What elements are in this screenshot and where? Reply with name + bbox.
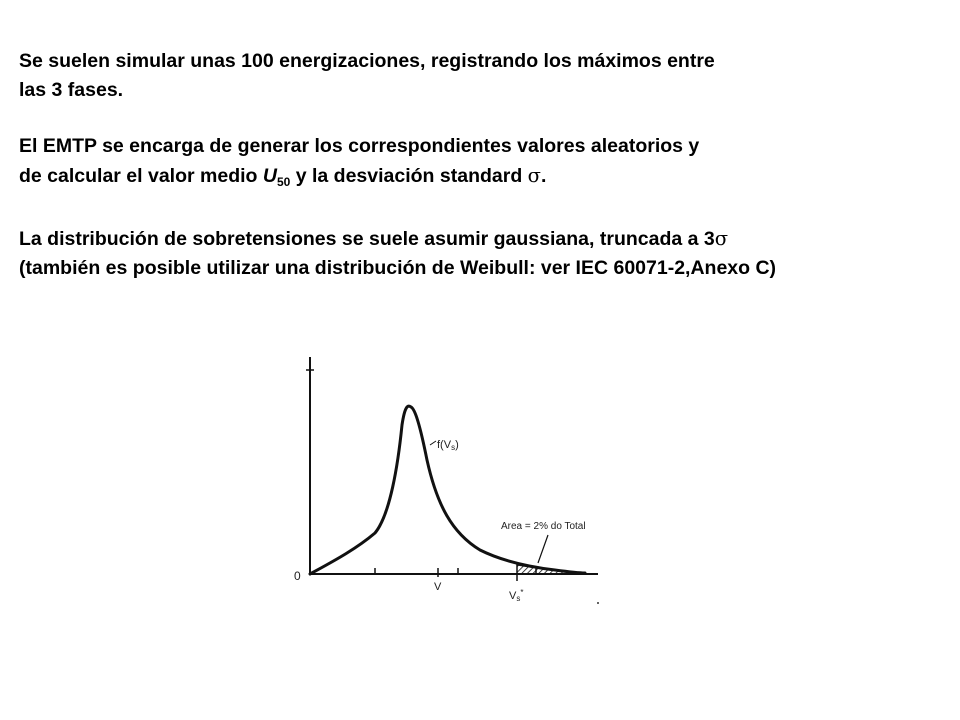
emtp-line-2-prefix: de calcular el valor medio [19, 165, 263, 187]
paragraph-simulations [19, 47, 954, 105]
curve-label-leader [430, 441, 436, 445]
paragraph-distribution [19, 224, 954, 283]
tail-label: Vs* [509, 588, 524, 603]
paragraph-emtp [19, 132, 954, 197]
distribution-figure [280, 345, 620, 610]
paragraph-distribution-line-1 [19, 224, 954, 254]
paragraph-distribution-line-2: (también es posible utilizar una distribución de Weibull: ver IEC 60071-2,Anexo C) [19, 257, 777, 279]
emtp-line-2-mid: y la desviación standard [290, 165, 528, 187]
area-label-leader [538, 535, 548, 563]
stray-dot [597, 602, 599, 604]
mean-variable-subscript: 50 [276, 175, 291, 189]
curve-label: f(Vs) [437, 439, 459, 452]
paragraph-simulations-line-2: las 3 fases. [19, 79, 124, 101]
mean-label: V [434, 581, 442, 593]
emtp-line-2-end: . [540, 165, 547, 187]
paragraph-emtp-line-1: El EMTP se encarga de generar los correspondientes valores aleatorios y [19, 135, 700, 157]
area-label: Area = 2% do Total [501, 521, 586, 532]
paragraph-emtp-line-2 [19, 161, 954, 197]
distribution-curve [310, 406, 585, 574]
text-block [19, 47, 954, 310]
distribution-line-1-text: La distribución de sobretensiones se suele asumir gaussiana, truncada a 3 [19, 228, 715, 250]
origin-label: 0 [294, 569, 301, 583]
sigma-symbol: σ [527, 164, 541, 187]
distribution-curve-diagram [280, 345, 620, 610]
paragraph-simulations-line-1: Se suelen simular unas 100 energizaciones, registrando los máximos entre [19, 50, 715, 72]
mean-variable-u: U [262, 165, 277, 187]
sigma-symbol-truncation: σ [714, 227, 729, 250]
